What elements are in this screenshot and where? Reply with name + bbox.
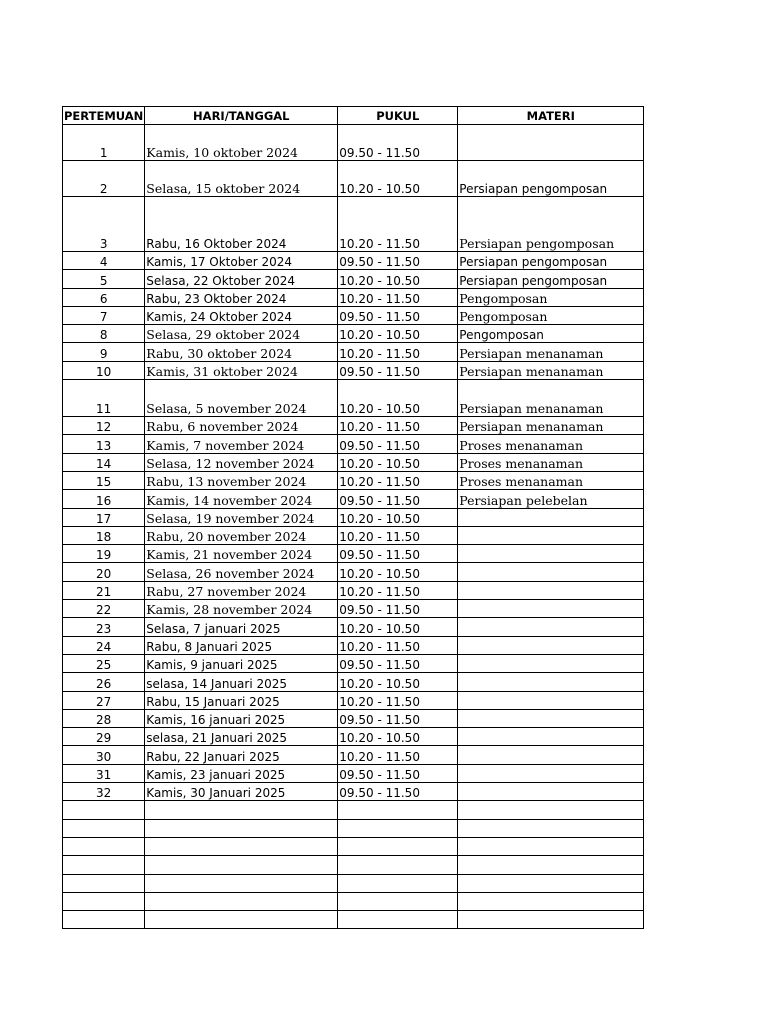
cell-hari-tanggal — [145, 837, 338, 855]
table-row — [63, 417, 644, 435]
table-row — [63, 453, 644, 471]
table-row — [63, 819, 644, 837]
cell-pukul: 09.50 - 11.50 — [338, 252, 458, 270]
cell-hari-tanggal: Selasa, 19 november 2024 — [145, 508, 338, 526]
cell-pertemuan: 22 — [63, 600, 145, 618]
cell-materi — [458, 709, 644, 727]
table-row — [63, 288, 644, 306]
cell-materi: Persiapan pengomposan — [458, 161, 644, 197]
cell-hari-tanggal — [145, 801, 338, 819]
cell-materi: Pengomposan — [458, 306, 644, 324]
cell-hari-tanggal: Kamis, 24 Oktober 2024 — [145, 306, 338, 324]
cell-pukul: 10.20 - 11.50 — [338, 691, 458, 709]
cell-pertemuan: 3 — [63, 197, 145, 252]
cell-pukul: 10.20 - 11.50 — [338, 746, 458, 764]
cell-materi: Persiapan pengomposan — [458, 252, 644, 270]
cell-pertemuan: 20 — [63, 563, 145, 581]
cell-materi — [458, 636, 644, 654]
cell-materi: Persiapan menanaman — [458, 343, 644, 361]
cell-pukul: 10.20 - 10.50 — [338, 453, 458, 471]
cell-hari-tanggal: Kamis, 23 januari 2025 — [145, 764, 338, 782]
cell-pertemuan: 14 — [63, 453, 145, 471]
cell-hari-tanggal: Kamis, 28 november 2024 — [145, 600, 338, 618]
header-row — [63, 107, 644, 125]
table-row — [63, 563, 644, 581]
table-row — [63, 325, 644, 343]
header-materi: MATERI — [458, 107, 644, 125]
cell-hari-tanggal: Kamis, 10 oktober 2024 — [145, 125, 338, 161]
cell-pukul: 10.20 - 11.50 — [338, 343, 458, 361]
cell-pukul: 09.50 - 11.50 — [338, 306, 458, 324]
table-row — [63, 490, 644, 508]
cell-pukul: 10.20 - 10.50 — [338, 161, 458, 197]
table-row — [63, 709, 644, 727]
cell-pertemuan — [63, 856, 145, 874]
cell-materi: Persiapan pengomposan — [458, 270, 644, 288]
cell-pertemuan: 23 — [63, 618, 145, 636]
cell-pukul: 10.20 - 10.50 — [338, 728, 458, 746]
cell-materi — [458, 545, 644, 563]
cell-pertemuan: 13 — [63, 435, 145, 453]
table-row — [63, 874, 644, 892]
cell-pukul — [338, 911, 458, 929]
cell-hari-tanggal: Rabu, 8 Januari 2025 — [145, 636, 338, 654]
cell-pukul: 10.20 - 10.50 — [338, 270, 458, 288]
cell-pukul: 09.50 - 11.50 — [338, 709, 458, 727]
cell-hari-tanggal: Kamis, 7 november 2024 — [145, 435, 338, 453]
cell-pertemuan: 18 — [63, 526, 145, 544]
cell-pertemuan: 28 — [63, 709, 145, 727]
cell-pertemuan: 29 — [63, 728, 145, 746]
cell-materi — [458, 125, 644, 161]
schedule-table — [62, 106, 644, 929]
cell-pukul: 10.20 - 10.50 — [338, 673, 458, 691]
cell-hari-tanggal: Rabu, 23 Oktober 2024 — [145, 288, 338, 306]
cell-pukul: 10.20 - 11.50 — [338, 526, 458, 544]
cell-pukul — [338, 819, 458, 837]
table-row — [63, 746, 644, 764]
cell-materi — [458, 837, 644, 855]
cell-pertemuan: 27 — [63, 691, 145, 709]
cell-pukul: 10.20 - 11.50 — [338, 636, 458, 654]
cell-hari-tanggal: Kamis, 17 Oktober 2024 — [145, 252, 338, 270]
cell-pukul: 09.50 - 11.50 — [338, 125, 458, 161]
cell-pertemuan: 10 — [63, 361, 145, 379]
cell-hari-tanggal: selasa, 21 Januari 2025 — [145, 728, 338, 746]
cell-pertemuan — [63, 911, 145, 929]
table-row — [63, 508, 644, 526]
cell-materi — [458, 508, 644, 526]
table-row — [63, 856, 644, 874]
cell-hari-tanggal: Selasa, 22 Oktober 2024 — [145, 270, 338, 288]
cell-pukul — [338, 837, 458, 855]
table-row — [63, 125, 644, 161]
cell-hari-tanggal: Rabu, 30 oktober 2024 — [145, 343, 338, 361]
cell-materi: Proses menanaman — [458, 435, 644, 453]
cell-materi — [458, 600, 644, 618]
cell-hari-tanggal: Selasa, 7 januari 2025 — [145, 618, 338, 636]
cell-materi: Persiapan menanaman — [458, 417, 644, 435]
cell-materi — [458, 764, 644, 782]
cell-pukul: 10.20 - 11.50 — [338, 288, 458, 306]
cell-materi — [458, 673, 644, 691]
cell-materi — [458, 728, 644, 746]
cell-pukul — [338, 892, 458, 910]
cell-hari-tanggal: Rabu, 13 november 2024 — [145, 471, 338, 489]
cell-hari-tanggal: Kamis, 31 oktober 2024 — [145, 361, 338, 379]
cell-materi — [458, 691, 644, 709]
cell-materi: Persiapan menanaman — [458, 380, 644, 417]
cell-materi — [458, 581, 644, 599]
cell-pertemuan — [63, 892, 145, 910]
table-row — [63, 654, 644, 672]
cell-hari-tanggal: Selasa, 5 november 2024 — [145, 380, 338, 417]
table-row — [63, 471, 644, 489]
table-row — [63, 764, 644, 782]
header-pertemuan: PERTEMUAN — [64, 108, 144, 123]
cell-materi — [458, 746, 644, 764]
cell-pukul — [338, 856, 458, 874]
cell-hari-tanggal: Kamis, 30 Januari 2025 — [145, 783, 338, 801]
cell-hari-tanggal: Rabu, 6 november 2024 — [145, 417, 338, 435]
cell-pukul — [338, 801, 458, 819]
table-row — [63, 636, 644, 654]
cell-pukul: 10.20 - 11.50 — [338, 471, 458, 489]
table-row — [63, 306, 644, 324]
table-row — [63, 911, 644, 929]
cell-hari-tanggal — [145, 911, 338, 929]
schedule-body — [63, 125, 644, 929]
table-row — [63, 673, 644, 691]
cell-pukul: 10.20 - 10.50 — [338, 563, 458, 581]
table-row — [63, 161, 644, 197]
cell-materi — [458, 892, 644, 910]
cell-hari-tanggal: Selasa, 29 oktober 2024 — [145, 325, 338, 343]
table-row — [63, 526, 644, 544]
cell-hari-tanggal: Selasa, 12 november 2024 — [145, 453, 338, 471]
cell-pukul: 10.20 - 10.50 — [338, 508, 458, 526]
cell-materi — [458, 911, 644, 929]
cell-hari-tanggal: Selasa, 15 oktober 2024 — [145, 161, 338, 197]
cell-pukul: 09.50 - 11.50 — [338, 361, 458, 379]
cell-pukul: 09.50 - 11.50 — [338, 545, 458, 563]
cell-materi: Pengomposan — [458, 288, 644, 306]
cell-pertemuan: 26 — [63, 673, 145, 691]
cell-pertemuan: 17 — [63, 508, 145, 526]
cell-pertemuan: 32 — [63, 783, 145, 801]
cell-hari-tanggal: Kamis, 16 januari 2025 — [145, 709, 338, 727]
table-row — [63, 361, 644, 379]
cell-pertemuan: 1 — [63, 125, 145, 161]
cell-hari-tanggal: Rabu, 16 Oktober 2024 — [145, 197, 338, 252]
cell-hari-tanggal: Selasa, 26 november 2024 — [145, 563, 338, 581]
cell-pertemuan: 19 — [63, 545, 145, 563]
table-row — [63, 343, 644, 361]
cell-pertemuan: 6 — [63, 288, 145, 306]
cell-materi: Persiapan pelebelan — [458, 490, 644, 508]
cell-hari-tanggal — [145, 874, 338, 892]
table-row — [63, 197, 644, 252]
cell-pertemuan — [63, 837, 145, 855]
cell-pukul: 09.50 - 11.50 — [338, 435, 458, 453]
cell-pertemuan: 12 — [63, 417, 145, 435]
cell-pertemuan: 31 — [63, 764, 145, 782]
cell-pertemuan: 15 — [63, 471, 145, 489]
cell-pertemuan: 11 — [63, 380, 145, 417]
cell-hari-tanggal: Kamis, 9 januari 2025 — [145, 654, 338, 672]
cell-pukul: 09.50 - 11.50 — [338, 764, 458, 782]
cell-pertemuan: 25 — [63, 654, 145, 672]
table-row — [63, 801, 644, 819]
cell-materi — [458, 801, 644, 819]
cell-pertemuan: 21 — [63, 581, 145, 599]
cell-materi — [458, 618, 644, 636]
cell-hari-tanggal: selasa, 14 Januari 2025 — [145, 673, 338, 691]
cell-pukul: 10.20 - 11.50 — [338, 417, 458, 435]
table-row — [63, 728, 644, 746]
table-row — [63, 380, 644, 417]
table-row — [63, 435, 644, 453]
header-pukul: PUKUL — [338, 107, 458, 125]
table-row — [63, 600, 644, 618]
cell-hari-tanggal: Rabu, 22 Januari 2025 — [145, 746, 338, 764]
cell-pertemuan: 8 — [63, 325, 145, 343]
table-row — [63, 545, 644, 563]
cell-hari-tanggal: Rabu, 20 november 2024 — [145, 526, 338, 544]
cell-pertemuan: 16 — [63, 490, 145, 508]
table-row — [63, 581, 644, 599]
cell-pukul: 10.20 - 10.50 — [338, 618, 458, 636]
cell-materi — [458, 874, 644, 892]
cell-materi — [458, 819, 644, 837]
cell-materi — [458, 783, 644, 801]
cell-materi — [458, 563, 644, 581]
cell-pertemuan — [63, 819, 145, 837]
cell-pertemuan: 4 — [63, 252, 145, 270]
table-row — [63, 691, 644, 709]
cell-hari-tanggal: Rabu, 15 Januari 2025 — [145, 691, 338, 709]
cell-materi — [458, 526, 644, 544]
cell-pukul: 10.20 - 11.50 — [338, 197, 458, 252]
cell-pukul: 10.20 - 11.50 — [338, 581, 458, 599]
cell-pertemuan: 24 — [63, 636, 145, 654]
table-row — [63, 892, 644, 910]
cell-materi: Persiapan pengomposan — [458, 197, 644, 252]
table-row — [63, 618, 644, 636]
cell-pukul: 09.50 - 11.50 — [338, 654, 458, 672]
cell-pertemuan: 7 — [63, 306, 145, 324]
table-row — [63, 270, 644, 288]
table-row — [63, 837, 644, 855]
header-hari-tanggal: HARI/TANGGAL — [145, 107, 338, 125]
cell-pertemuan: 9 — [63, 343, 145, 361]
cell-pukul: 10.20 - 10.50 — [338, 325, 458, 343]
cell-pertemuan: 30 — [63, 746, 145, 764]
table-row — [63, 783, 644, 801]
cell-hari-tanggal: Kamis, 14 november 2024 — [145, 490, 338, 508]
cell-pukul — [338, 874, 458, 892]
cell-pukul: 10.20 - 10.50 — [338, 380, 458, 417]
cell-pukul: 09.50 - 11.50 — [338, 490, 458, 508]
cell-hari-tanggal — [145, 819, 338, 837]
cell-materi — [458, 654, 644, 672]
cell-hari-tanggal — [145, 892, 338, 910]
cell-pukul: 09.50 - 11.50 — [338, 600, 458, 618]
cell-pukul: 09.50 - 11.50 — [338, 783, 458, 801]
cell-hari-tanggal — [145, 856, 338, 874]
cell-pertemuan — [63, 801, 145, 819]
cell-pertemuan: 2 — [63, 161, 145, 197]
cell-materi — [458, 856, 644, 874]
cell-hari-tanggal: Kamis, 21 november 2024 — [145, 545, 338, 563]
cell-materi: Proses menanaman — [458, 471, 644, 489]
cell-pertemuan — [63, 874, 145, 892]
table-row — [63, 252, 644, 270]
cell-materi: Proses menanaman — [458, 453, 644, 471]
cell-materi: Persiapan menanaman — [458, 361, 644, 379]
cell-hari-tanggal: Rabu, 27 november 2024 — [145, 581, 338, 599]
cell-materi: Pengomposan — [458, 325, 644, 343]
cell-pertemuan: 5 — [63, 270, 145, 288]
